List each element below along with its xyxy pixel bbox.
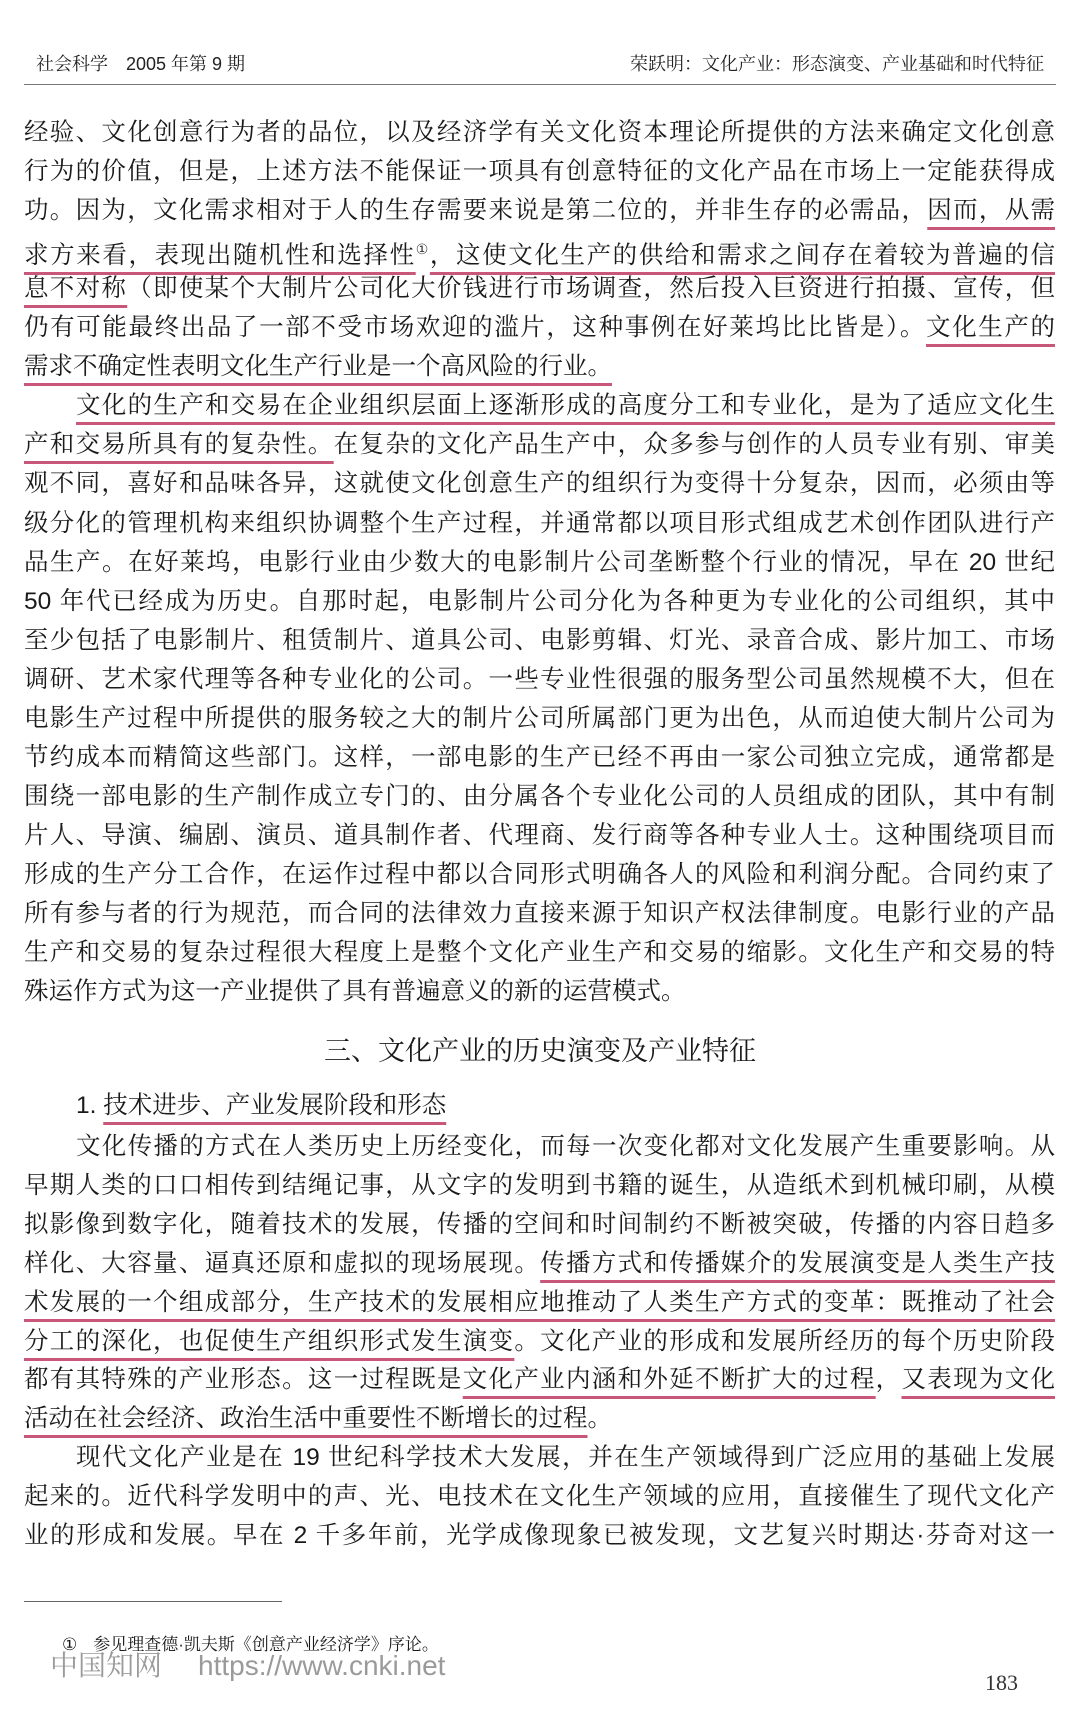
highlighted-underline-text: 传播方式和传播媒介的发展演变是人类生产技 — [540, 1249, 1056, 1277]
highlighted-underline-text: 又表现为文化 — [901, 1366, 1056, 1394]
text-line — [24, 1244, 1055, 1283]
footnote-mark: ① — [62, 1635, 78, 1654]
text-line — [24, 1360, 1055, 1399]
text-line — [24, 816, 1055, 855]
highlighted-underline-text: ，这使文化生产的供给和需求之间存在着较为普遍的信 — [429, 242, 1056, 270]
text-segment: 文化传播的方式在人类历史上历经变化，而每一次变化都对文化发展产生重要影响。从 — [76, 1133, 1055, 1160]
text-segment: 观不同，喜好和品味各异，这就使文化创意生产的组织行为变得十分复杂，因而，必须由等 — [24, 470, 1055, 498]
highlighted-underline-text: 活动在社会经济、政治生活中重要性不断增长的过程 — [24, 1405, 588, 1433]
highlighted-underline-text: 技术进步、产业发展阶段和形态 — [103, 1092, 447, 1119]
text-line — [24, 933, 1055, 972]
text-line — [24, 191, 1055, 230]
text-line — [24, 1399, 1055, 1438]
text-segment: 调研、艺术家代理等各种专业化的公司。一些专业性很强的服务型公司虽然规模不大，但在 — [24, 665, 1055, 693]
footnote-divider — [24, 1601, 282, 1602]
highlighted-underline-text: 产和交易所具有的复杂性。 — [24, 431, 334, 459]
text-line — [24, 504, 1055, 543]
running-header-article-title: 荣跃明：文化产业：形态演变、产业基础和时代特征 — [630, 54, 1044, 74]
text-line — [24, 777, 1055, 816]
text-line — [24, 1086, 1055, 1125]
highlighted-underline-text: 文化生产的 — [926, 314, 1056, 342]
text-segment: 品生产。在好莱坞，电影行业由少数大的电影制片公司垄断整个行业的情况，早在 20 世纪 — [24, 548, 1055, 576]
text-line — [24, 269, 1055, 308]
text-line — [24, 660, 1055, 699]
text-segment: 50 年代已经成为历史。自那时起，电影制片公司分化为各种更为专业化的公司组织，其中 — [24, 587, 1055, 615]
text-segment: 在复杂的文化产品生产中，众多参与创作的人员专业有别、审美 — [333, 431, 1056, 459]
text-segment: （即使某个大制片公司化大价钱进行市场调查，然后投入巨资进行拍摄、宣传，但 — [127, 275, 1055, 303]
text-segment: 围绕一部电影的生产制作成立专门的、由分属各个专业化公司的人员组成的团队，其中有制 — [24, 782, 1055, 810]
watermark-brand: 中国知网 — [50, 1650, 163, 1681]
text-line — [24, 308, 1055, 347]
highlighted-underline-text: 息不对称 — [24, 275, 128, 303]
highlighted-underline-text: 分工的深化，也促使生产组织形式发生演变 — [24, 1327, 515, 1355]
text-segment: 仍有可能最终出品了一部不受市场欢迎的滥片，这种事例在好莱坞比比皆是）。 — [24, 314, 927, 342]
text-line — [24, 972, 1055, 1011]
text-line — [24, 464, 1055, 503]
watermark-url: https://www.cnki.net — [198, 1650, 446, 1681]
footnote-text: 参见理查德·凯夫斯《创意产业经济学》序论。 — [93, 1635, 439, 1654]
text-line — [24, 1283, 1055, 1322]
text-segment: 经验、文化创意行为者的品位，以及经济学有关文化资本理论所提供的方法来确定文化创意 — [24, 119, 1055, 146]
section-heading: 三、文化产业的历史演变及产业特征 — [324, 1036, 756, 1066]
text-line — [24, 1166, 1055, 1205]
text-line — [24, 699, 1055, 738]
text-segment: 片人、导演、编剧、演员、道具制作者、代理商、发行商等各种专业人士。这种围绕项目而 — [24, 821, 1055, 849]
text-line — [24, 543, 1055, 582]
text-line — [24, 113, 1055, 152]
highlighted-underline-text: 文化产业内涵和外延不断扩大的过程 — [462, 1366, 876, 1394]
text-line — [24, 855, 1055, 894]
text-line — [24, 894, 1055, 933]
text-line — [24, 347, 1055, 386]
text-segment: 1. — [76, 1092, 104, 1119]
text-line — [24, 230, 1055, 269]
text-line — [24, 152, 1055, 191]
text-segment: 电影生产过程中所提供的服务较之大的制片公司所属部门更为出色，从而迫使大制片公司为 — [24, 704, 1055, 732]
text-segment: 级分化的管理机构来组织协调整个生产过程，并通常都以项目形式组成艺术创作团队进行产 — [24, 509, 1055, 537]
text-segment: 行为的价值，但是，上述方法不能保证一项具有创意特征的文化产品在市场上一定能获得成 — [24, 158, 1055, 186]
text-line — [24, 738, 1055, 777]
text-line — [24, 386, 1055, 425]
text-segment: 现代文化产业是在 19 世纪科学技术大发展，并在生产领域得到广泛应用的基础上发展 — [76, 1444, 1055, 1472]
text-line — [24, 582, 1055, 621]
highlighted-underline-text: 文化的生产和交易在企业组织层面上逐渐形成的高度分工和专业化，是为了适应文化生 — [76, 392, 1055, 420]
text-segment: 起来的。近代科学发明中的声、光、电技术在文化生产领域的应用，直接催生了现代文化产 — [24, 1483, 1055, 1511]
text-line — [24, 425, 1055, 464]
text-segment: 所有参与者的行为规范，而合同的法律效力直接来源于知识产权法律制度。电影行业的产品 — [24, 900, 1055, 927]
text-segment: 早期人类的口口相传到结绳记事，从文字的发明到书籍的诞生，从造纸术到机械印刷，从模 — [24, 1171, 1055, 1199]
text-segment: 节约成本而精简这些部门。这样，一部电影的生产已经不再由一家公司独立完成，通常都是 — [24, 743, 1055, 771]
cnki-watermark — [50, 1644, 445, 1684]
text-line — [24, 1516, 1055, 1555]
text-segment: 业的形成和发展。早在 2 千多年前，光学成像现象已被发现，文艺复兴时期达·芬奇对这一 — [24, 1522, 1055, 1549]
text-segment: 拟影像到数字化，随着技术的发展，传播的空间和时间制约不断被突破，传播的内容日趋多 — [24, 1210, 1055, 1238]
text-line — [24, 1438, 1055, 1477]
text-segment: 都有其特殊的产业形态。这一过程既是 — [24, 1366, 463, 1394]
text-line — [24, 1322, 1055, 1361]
highlighted-underline-text: 求方来看，表现出随机性和选择性 — [24, 242, 416, 270]
highlighted-underline-text: 因而，从需 — [927, 197, 1055, 225]
text-segment: 殊运作方式为这一产业提供了具有普遍意义的新的运营模式。 — [24, 978, 686, 1006]
running-header-journal: 社会科学 2005 年第 9 期 — [36, 54, 246, 74]
text-segment: 功。因为，文化需求相对于人的生存需要来说是第二位的，并非生存的必需品， — [24, 197, 928, 225]
text-segment: 。 — [587, 1405, 612, 1433]
highlighted-underline-text: 术发展的一个组成部分，生产技术的发展相应地推动了人类生产方式的变革：既推动了社会 — [24, 1288, 1055, 1316]
text-segment: 样化、大容量、逼真还原和虚拟的现场展现。 — [24, 1249, 541, 1277]
highlighted-underline-text: 需求不确定性表明文化生产行业是一个高风险的行业。 — [24, 353, 612, 381]
text-segment: ， — [875, 1366, 902, 1394]
text-segment: 。文化产业的形成和发展所经历的每个历史阶段 — [514, 1327, 1056, 1355]
text-line — [24, 1477, 1055, 1516]
text-line — [24, 1127, 1055, 1166]
text-segment: 生产和交易的复杂过程很大程度上是整个文化产业生产和交易的缩影。文化生产和交易的特 — [24, 939, 1055, 967]
text-segment: 形成的生产分工合作，在运作过程中都以合同形式明确各人的风险和利润分配。合同约束了 — [24, 860, 1055, 888]
header-divider — [24, 84, 1056, 85]
text-segment: 至少包括了电影制片、租赁制片、道具公司、电影剪辑、灯光、录音合成、影片加工、市场 — [24, 626, 1055, 654]
text-line — [24, 621, 1055, 660]
text-line — [24, 1205, 1055, 1244]
page-number: 183 — [985, 1670, 1018, 1695]
footnote-reference[interactable]: ① — [415, 241, 430, 258]
